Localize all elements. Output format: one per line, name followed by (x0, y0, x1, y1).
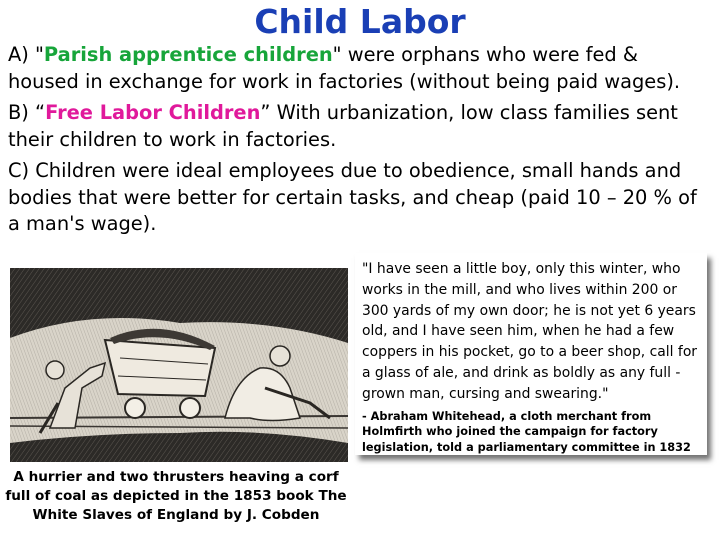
slide-title: Child Labor (254, 2, 466, 41)
bullet-list (8, 42, 714, 243)
quote-attribution: - Abraham Whitehead, a cloth merchant from Holmfirth who joined the campaign for factory legislation, told a parliamentary committee in 1832 (362, 409, 691, 454)
point-b (8, 100, 714, 153)
point-c: C) Children were ideal employees due to obedience, small hands and bodies that were better for certain tasks, and cheap (paid 10 – 20 % of a man's wage). (8, 159, 697, 235)
point-a (8, 42, 714, 95)
point-a-highlight: Parish apprentice children (43, 43, 333, 66)
point-a-suffix: " were orphans who were fed & housed in exchange for work in factories (without being paid wages). (8, 43, 681, 93)
coal-cart-engraving (10, 268, 348, 462)
quote-box (355, 253, 707, 455)
coal-mine-illustration (10, 268, 348, 462)
point-b-prefix: B) “ (8, 101, 46, 124)
quote-text: "I have seen a little boy, only this winter, who works in the mill, and who lives within 200 or 300 yards of my own door; he is not yet 6 years old, and I have seen him, when he had a few coppers in his pocket, go to a beer shop, call for a glass of ale, and drink as boldly as any full -grown man, cursing and swearing." (362, 261, 698, 402)
point-a-prefix: A) " (8, 43, 44, 66)
point-b-highlight: Free Labor Children (45, 101, 261, 124)
point-b-suffix: ” With urbanization, low class families sent their children to work in factories. (8, 101, 678, 151)
figure-caption: A hurrier and two thrusters heaving a corf full of coal as depicted in the 1853 book The White Slaves of England by J. Cobden (5, 469, 347, 523)
